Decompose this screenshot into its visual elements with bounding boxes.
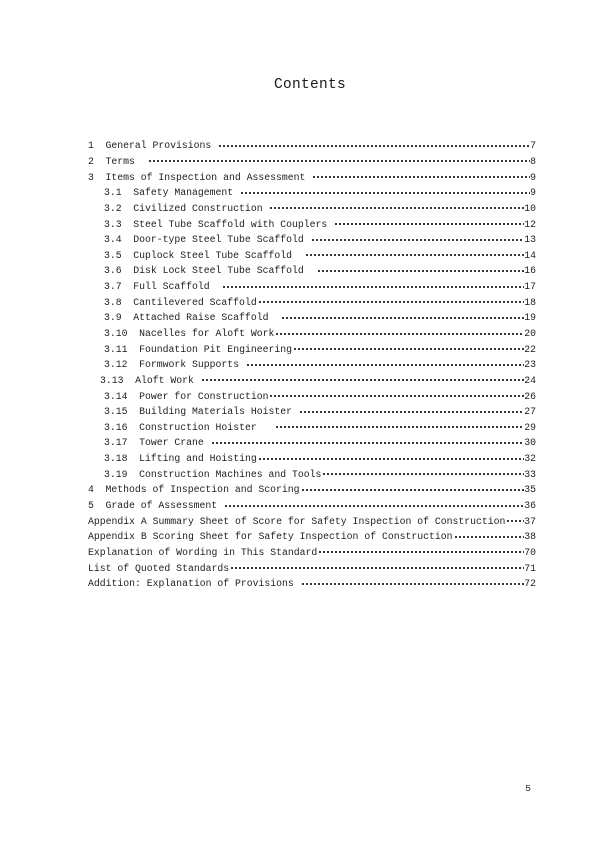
toc-entry-page: 20 xyxy=(524,328,536,339)
dot-leader xyxy=(275,422,524,432)
toc-entry-number: 3.8 xyxy=(104,296,122,308)
toc-entry-page: 7 xyxy=(530,140,536,152)
dot-leader xyxy=(240,188,530,198)
toc-entry-page: 32 xyxy=(524,453,536,465)
toc-entry xyxy=(88,560,536,576)
toc-entry-title: Cantilevered Scaffold xyxy=(133,296,257,308)
toc-entry-number: 3.15 xyxy=(104,406,128,418)
toc-entry-title: Foundation Pit Engineering xyxy=(139,343,292,355)
toc-entry-page: 70 xyxy=(524,546,536,558)
toc-entry-page: 13 xyxy=(524,234,536,246)
toc-entry xyxy=(88,341,536,357)
toc-entry-title: Addition: Explanation of Provisions xyxy=(88,578,300,590)
toc-entry-page: 16 xyxy=(524,265,536,277)
dot-leader xyxy=(269,391,524,401)
toc-entry-number: 3.16 xyxy=(104,421,128,433)
toc-entry xyxy=(88,451,536,467)
toc-entry-title: Items of Inspection and Assessment xyxy=(105,171,312,183)
dot-leader xyxy=(258,454,525,464)
toc-entry xyxy=(88,357,536,373)
toc-entry-title: Full Scaffold xyxy=(133,281,222,293)
toc-entry-page: 35 xyxy=(524,484,536,496)
dot-leader xyxy=(293,344,524,354)
toc-entry xyxy=(88,138,536,154)
dot-leader xyxy=(334,219,524,229)
toc-entry-number: 3.19 xyxy=(104,468,128,480)
dot-leader xyxy=(311,235,525,245)
dot-leader xyxy=(301,485,525,495)
dot-leader xyxy=(230,563,524,573)
toc-entry-page: 71 xyxy=(524,562,536,574)
toc-entry-number: 3.4 xyxy=(104,234,122,246)
toc-entry-title: Appendix A Summary Sheet of Score for Safety Inspection of Construction xyxy=(88,515,506,527)
toc-entry xyxy=(88,576,536,592)
toc-entry-title: Construction Machines and Tools xyxy=(139,468,322,480)
dot-leader xyxy=(318,547,524,557)
dot-leader xyxy=(269,203,524,213)
toc-entry xyxy=(88,154,536,170)
toc-entry-page: 18 xyxy=(524,296,536,308)
toc-entry-page: 27 xyxy=(524,406,536,418)
toc-entry-number: 3.18 xyxy=(104,453,128,465)
dot-leader xyxy=(454,532,525,542)
dot-leader xyxy=(317,266,525,276)
toc-entry-page: 30 xyxy=(524,437,536,449)
toc-entry xyxy=(88,185,536,201)
toc-entry-title: Disk Lock Steel Tube Scaffold xyxy=(133,265,316,277)
toc-entry-page: 38 xyxy=(524,531,536,543)
toc-entry-title: Power for Construction xyxy=(139,390,269,402)
toc-entry-title: Formwork Supports xyxy=(139,359,245,371)
dot-leader xyxy=(322,469,524,479)
toc-entry xyxy=(88,466,536,482)
toc-entry xyxy=(88,420,536,436)
toc-entry-number: 3.2 xyxy=(104,202,122,214)
toc-entry-number: 3.10 xyxy=(104,328,128,339)
toc-entry-page: 72 xyxy=(524,578,536,590)
toc-entry xyxy=(88,498,536,514)
toc-entry-title: Nacelles for Aloft Work xyxy=(139,328,275,339)
toc-entry xyxy=(88,388,536,404)
toc-entry xyxy=(88,247,536,263)
toc-entry-page: 37 xyxy=(524,515,536,527)
toc-entry xyxy=(88,279,536,295)
toc-entry xyxy=(88,216,536,232)
toc-entry-title: Building Materials Hoister xyxy=(139,406,298,418)
toc-entry-title: Tower Crane xyxy=(139,437,210,449)
dot-leader xyxy=(312,172,530,182)
dot-leader xyxy=(224,501,524,511)
toc-entry-number: 3.7 xyxy=(104,281,122,293)
dot-leader xyxy=(506,516,524,526)
toc-entry xyxy=(88,404,536,420)
toc-entry-number: 3.17 xyxy=(104,437,128,449)
toc-entry-title: Safety Management xyxy=(133,187,240,199)
dot-leader xyxy=(299,407,524,417)
toc-entry-number: 3.1 xyxy=(104,187,122,199)
toc-entry-title: List of Quoted Standards xyxy=(88,562,230,574)
toc-entry-number: 3.9 xyxy=(104,312,122,324)
toc-entry-number: 3.14 xyxy=(104,390,128,402)
toc-entry-title: Terms xyxy=(105,155,147,167)
toc-entry-number: 3.13 xyxy=(100,374,124,386)
toc-entry-title: Aloft Work xyxy=(135,374,200,386)
toc-entry-page: 29 xyxy=(524,421,536,433)
toc-entry xyxy=(88,294,536,310)
dot-leader xyxy=(218,141,530,151)
toc-entry-page: 17 xyxy=(524,281,536,293)
dot-leader xyxy=(275,329,524,339)
toc-entry xyxy=(88,435,536,451)
toc-entry-page: 36 xyxy=(524,500,536,512)
toc-entry-page: 10 xyxy=(524,202,536,214)
dot-leader xyxy=(201,375,524,385)
toc-entry-page: 22 xyxy=(524,343,536,355)
toc-entry xyxy=(88,263,536,279)
dot-leader xyxy=(281,313,524,323)
toc-entry-page: 14 xyxy=(524,249,536,261)
toc-entry-page: 9 xyxy=(530,171,536,183)
dot-leader xyxy=(211,438,525,448)
toc-entry-title: Civilized Construction xyxy=(133,202,269,214)
toc-entry-page: 33 xyxy=(524,468,536,480)
toc-entry-title: Cuplock Steel Tube Scaffold xyxy=(133,249,304,261)
toc-entry-title: Construction Hoister xyxy=(139,421,275,433)
toc-entry-number: 5 xyxy=(88,500,94,512)
toc-entry-number: 4 xyxy=(88,484,94,496)
toc-entry xyxy=(88,310,536,326)
footer-page-number: 5 xyxy=(525,783,531,794)
toc-entry xyxy=(88,482,536,498)
toc-entry-page: 23 xyxy=(524,359,536,371)
toc-entry-page: 9 xyxy=(530,187,536,199)
toc-entry-number: 3.6 xyxy=(104,265,122,277)
toc-entry-number: 2 xyxy=(88,155,94,167)
dot-leader xyxy=(148,156,530,166)
toc-entry-title: Appendix B Scoring Sheet for Safety Inspection of Construction xyxy=(88,531,453,543)
toc-entry-page: 24 xyxy=(524,374,536,386)
dot-leader xyxy=(301,579,525,589)
toc-list xyxy=(88,138,536,592)
toc-entry-page: 26 xyxy=(524,390,536,402)
toc-entry-number: 3.11 xyxy=(104,343,128,355)
toc-entry-title: Grade of Assessment xyxy=(105,500,224,512)
toc-entry-page: 8 xyxy=(530,155,536,167)
dot-leader xyxy=(222,282,524,292)
toc-entry-title: Door-type Steel Tube Scaffold xyxy=(133,234,310,246)
toc-entry xyxy=(88,169,536,185)
toc-entry-number: 3.12 xyxy=(104,359,128,371)
toc-entry xyxy=(88,373,536,389)
toc-entry xyxy=(88,201,536,217)
toc-entry-page: 12 xyxy=(524,218,536,230)
toc-entry-title: Explanation of Wording in This Standard xyxy=(88,546,318,558)
toc-entry-title: Lifting and Hoisting xyxy=(139,453,257,465)
toc-entry-number: 3.5 xyxy=(104,249,122,261)
page-title: Contents xyxy=(273,77,346,93)
toc-entry-title: Methods of Inspection and Scoring xyxy=(105,484,300,496)
dot-leader xyxy=(305,250,525,260)
toc-entry-title: General Provisions xyxy=(105,140,218,152)
toc-entry-title: Steel Tube Scaffold with Couplers xyxy=(133,218,334,230)
toc-entry xyxy=(88,326,536,342)
toc-entry-number: 3 xyxy=(88,171,94,183)
dot-leader xyxy=(258,297,525,307)
toc-entry-number: 3.3 xyxy=(104,218,122,230)
toc-entry-title: Attached Raise Scaffold xyxy=(133,312,281,324)
toc-entry xyxy=(88,232,536,248)
toc-entry-page: 19 xyxy=(524,312,536,324)
toc-entry xyxy=(88,529,536,545)
toc-entry xyxy=(88,513,536,529)
toc-entry xyxy=(88,545,536,561)
toc-entry-number: 1 xyxy=(88,140,94,152)
dot-leader xyxy=(246,360,524,370)
